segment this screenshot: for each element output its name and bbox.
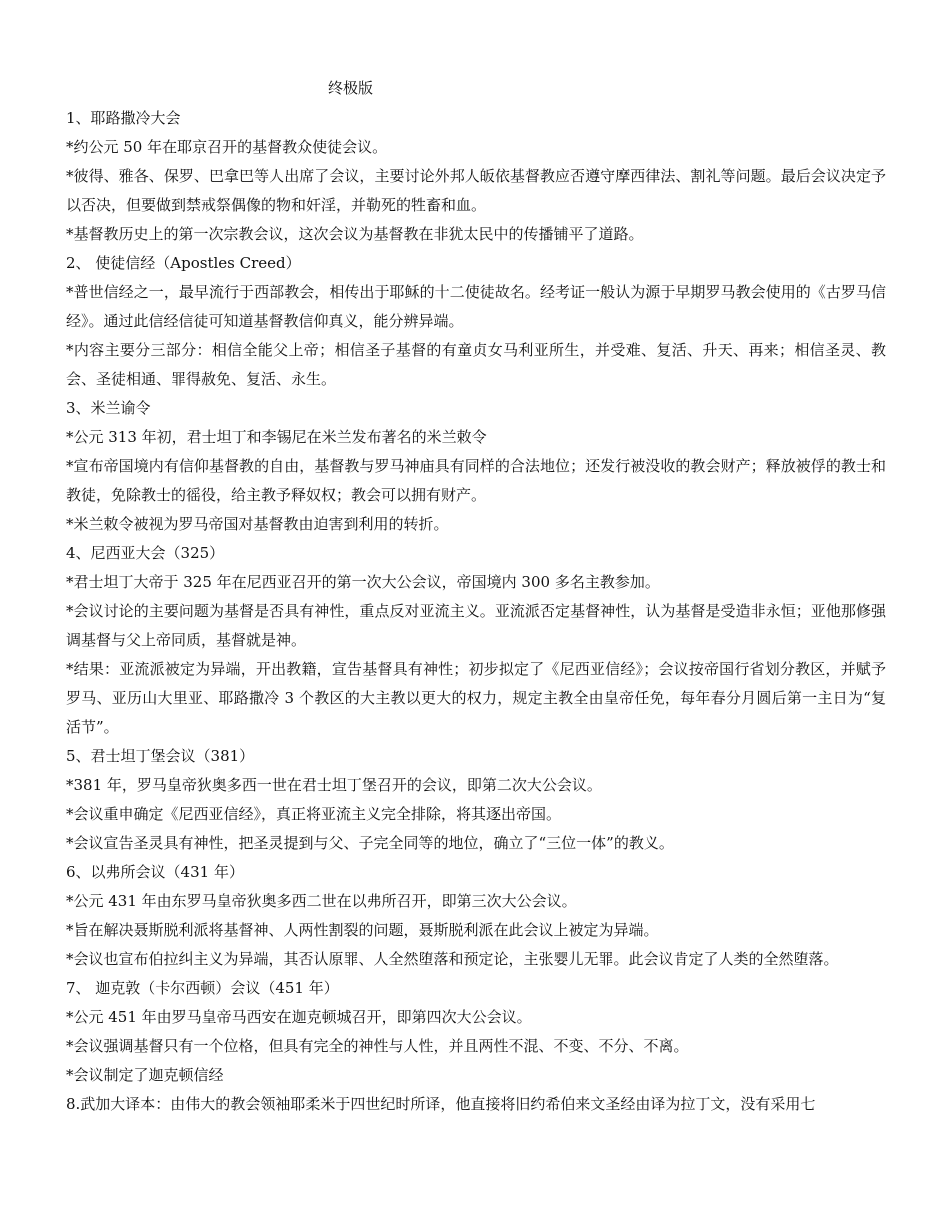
- section-4-paragraph-1: *君士坦丁大帝于 325 年在尼西亚召开的第一次大公会议，帝国境内 300 多名主教参加。: [66, 573, 660, 591]
- section-1-paragraph-3: *基督教历史上的第一次宗教会议，这次会议为基督教在非犹太民中的传播铺平了道路。: [66, 225, 644, 243]
- section-heading-7: 7、 迦克敦（卡尔西顿）会议（451 年）: [66, 979, 339, 997]
- section-5-paragraph-2: *会议重申确定《尼西亚信经》，真正将亚流主义完全排除，将其逐出帝国。: [66, 805, 562, 823]
- section-6-paragraph-3: *会议也宣布伯拉纠主义为异端，其否认原罪、人全然堕落和预定论，主张婴儿无罪。此会议肯定了人类的全然堕落。: [66, 950, 839, 968]
- section-4-paragraph-3: *结果：亚流派被定为异端，开出教籍，宣告基督具有神性；初步拟定了《尼西亚信经》；会议按帝国行省划分教区，并赋予罗马、亚历山大里亚、耶路撒冷 3 个教区的大主教以更大的权力，规定主教全由皇帝任免，每年春分月圆后第一主日为“复活节”。: [66, 660, 886, 736]
- section-heading-5: 5、君士坦丁堡会议（381）: [66, 747, 255, 765]
- section-3-paragraph-1: *公元 313 年初，君士坦丁和李锡尼在米兰发布著名的米兰敕令: [66, 428, 487, 446]
- section-6-paragraph-2: *旨在解决聂斯脱利派将基督神、人两性割裂的问题，聂斯脱利派在此会议上被定为异端。: [66, 921, 659, 939]
- section-7-paragraph-2: *会议强调基督只有一个位格，但具有完全的神性与人性，并且两性不混、不变、不分、不离。: [66, 1037, 689, 1055]
- section-3-paragraph-2: *宣布帝国境内有信仰基督教的自由，基督教与罗马神庙具有同样的合法地位；还发行被没收的教会财产；释放被俘的教士和教徒，免除教士的徭役，给主教予释奴权；教会可以拥有财产。: [66, 457, 886, 504]
- section-7-paragraph-1: *公元 451 年由罗马皇帝马西安在迦克顿城召开，即第四次大公会议。: [66, 1008, 532, 1026]
- section-6-paragraph-1: *公元 431 年由东罗马皇帝狄奥多西二世在以弗所召开，即第三次大公会议。: [66, 892, 577, 910]
- section-heading-3: 3、米兰谕令: [66, 399, 151, 417]
- section-7-paragraph-3: *会议制定了迦克顿信经: [66, 1066, 224, 1084]
- section-heading-4: 4、尼西亚大会（325）: [66, 544, 225, 562]
- section-4-paragraph-2: *会议讨论的主要问题为基督是否具有神性，重点反对亚流主义。亚流派否定基督神性，认为基督是受造非永恒；亚他那修强调基督与父上帝同质，基督就是神。: [66, 602, 886, 649]
- section-5-paragraph-1: *381 年，罗马皇帝狄奥多西一世在君士坦丁堡召开的会议，即第二次大公会议。: [66, 776, 602, 794]
- section-2-paragraph-2: *内容主要分三部分：相信全能父上帝；相信圣子基督的有童贞女马利亚所生，并受难、复活、升天、再来；相信圣灵、教会、圣徒相通、罪得赦免、复活、永生。: [66, 341, 886, 388]
- section-heading-2: 2、 使徒信经（Apostles Creed）: [66, 254, 301, 272]
- section-1-paragraph-1: *约公元 50 年在耶京召开的基督教众使徒会议。: [66, 138, 388, 156]
- section-3-paragraph-3: *米兰敕令被视为罗马帝国对基督教由迫害到利用的转折。: [66, 515, 449, 533]
- section-1-paragraph-2: *彼得、雅各、保罗、巴拿巴等人出席了会议，主要讨论外邦人皈依基督教应否遵守摩西律法、割礼等问题。最后会议决定予以否决，但要做到禁戒祭偶像的物和奸淫，并勒死的牲畜和血。: [66, 167, 886, 214]
- section-2-paragraph-1: *普世信经之一，最早流行于西部教会，相传出于耶稣的十二使徒故名。经考证一般认为源于早期罗马教会使用的《古罗马信经》。通过此信经信徒可知道基督教信仰真义，能分辨异端。: [66, 283, 886, 330]
- page-title: 终极版: [328, 79, 374, 97]
- section-8-text: 8.武加大译本：由伟大的教会领袖耶柔米于四世纪时所译，他直接将旧约希伯来文圣经由译为拉丁文，没有采用七: [66, 1095, 816, 1113]
- document-body: [66, 76, 886, 1119]
- section-heading-6: 6、以弗所会议（431 年）: [66, 863, 244, 881]
- section-5-paragraph-3: *会议宣告圣灵具有神性，把圣灵提到与父、子完全同等的地位，确立了“三位一体”的教义。: [66, 834, 674, 852]
- section-heading-1: 1、耶路撒冷大会: [66, 109, 181, 127]
